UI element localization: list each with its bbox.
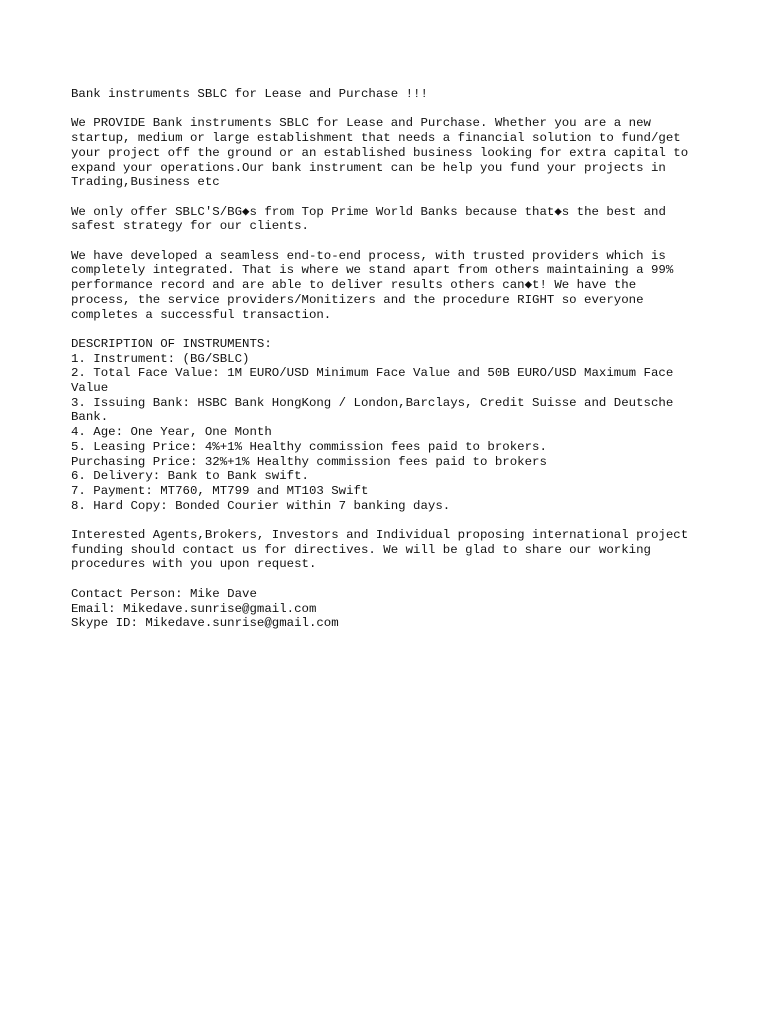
document-title: Bank instruments SBLC for Lease and Purchase !!! — [71, 87, 428, 101]
document-page — [71, 87, 711, 631]
description-item: 2. Total Face Value: 1M EURO/USD Minimum Face Value and 50B EURO/USD Maximum Face — [71, 366, 674, 381]
interested-line: procedures with you upon request. — [71, 557, 317, 572]
interested-line: funding should contact us for directives. We will be glad to share our working — [71, 542, 651, 557]
spacer — [71, 102, 711, 117]
description-item: Value — [71, 381, 109, 395]
offer-line: safest strategy for our clients. — [71, 219, 309, 234]
description-item: 3. Issuing Bank: HSBC Bank HongKong / London,Barclays, Credit Suisse and Deutsche — [71, 395, 674, 410]
description-heading: DESCRIPTION OF INSTRUMENTS: — [71, 336, 272, 351]
description-item: 5. Leasing Price: 4%+1% Healthy commission fees paid to brokers. — [71, 439, 547, 454]
intro-line: Trading,Business etc — [71, 175, 220, 190]
spacer — [71, 572, 711, 587]
spacer — [71, 322, 711, 337]
intro-paragraph — [71, 116, 711, 190]
process-line: completely integrated. That is where we stand apart from others maintaining a 99% — [71, 263, 674, 278]
intro-line: We PROVIDE Bank instruments SBLC for Lease and Purchase. Whether you are a new — [71, 116, 651, 131]
spacer — [71, 513, 711, 528]
description-item: 8. Hard Copy: Bonded Courier within 7 banking days. — [71, 498, 451, 513]
spacer — [71, 190, 711, 205]
process-line: completes a successful transaction. — [71, 307, 332, 322]
contact-person: Contact Person: Mike Dave — [71, 586, 257, 601]
description-item: Bank. — [71, 410, 109, 425]
offer-line: We only offer SBLC'S/BG◆s from Top Prime World Banks because that◆s the best and — [71, 204, 666, 219]
intro-line: expand your operations.Our bank instrument can be help you fund your projects in — [71, 160, 666, 175]
contact-section — [71, 587, 711, 631]
interested-line: Interested Agents,Brokers, Investors and Individual proposing international project — [71, 528, 689, 543]
process-line: process, the service providers/Monitizers and the procedure RIGHT so everyone — [71, 292, 644, 307]
process-line: performance record and are able to deliver results others can◆t! We have the — [71, 278, 637, 293]
intro-line: your project off the ground or an established business looking for extra capital to — [71, 145, 689, 160]
intro-line: startup, medium or large establishment that needs a financial solution to fund/get — [71, 131, 681, 146]
description-item: 6. Delivery: Bank to Bank swift. — [71, 469, 309, 484]
contact-skype: Skype ID: Mikedave.sunrise@gmail.com — [71, 616, 339, 631]
spacer — [71, 234, 711, 249]
process-paragraph — [71, 249, 711, 323]
description-item: 1. Instrument: (BG/SBLC) — [71, 351, 250, 366]
process-line: We have developed a seamless end-to-end process, with trusted providers which is — [71, 248, 666, 263]
offer-paragraph — [71, 205, 711, 234]
interested-paragraph — [71, 528, 711, 572]
description-item: 4. Age: One Year, One Month — [71, 425, 272, 440]
description-section — [71, 337, 711, 513]
description-item: Purchasing Price: 32%+1% Healthy commission fees paid to brokers — [71, 454, 547, 469]
description-item: 7. Payment: MT760, MT799 and MT103 Swift — [71, 483, 369, 498]
contact-email: Email: Mikedave.sunrise@gmail.com — [71, 601, 317, 616]
